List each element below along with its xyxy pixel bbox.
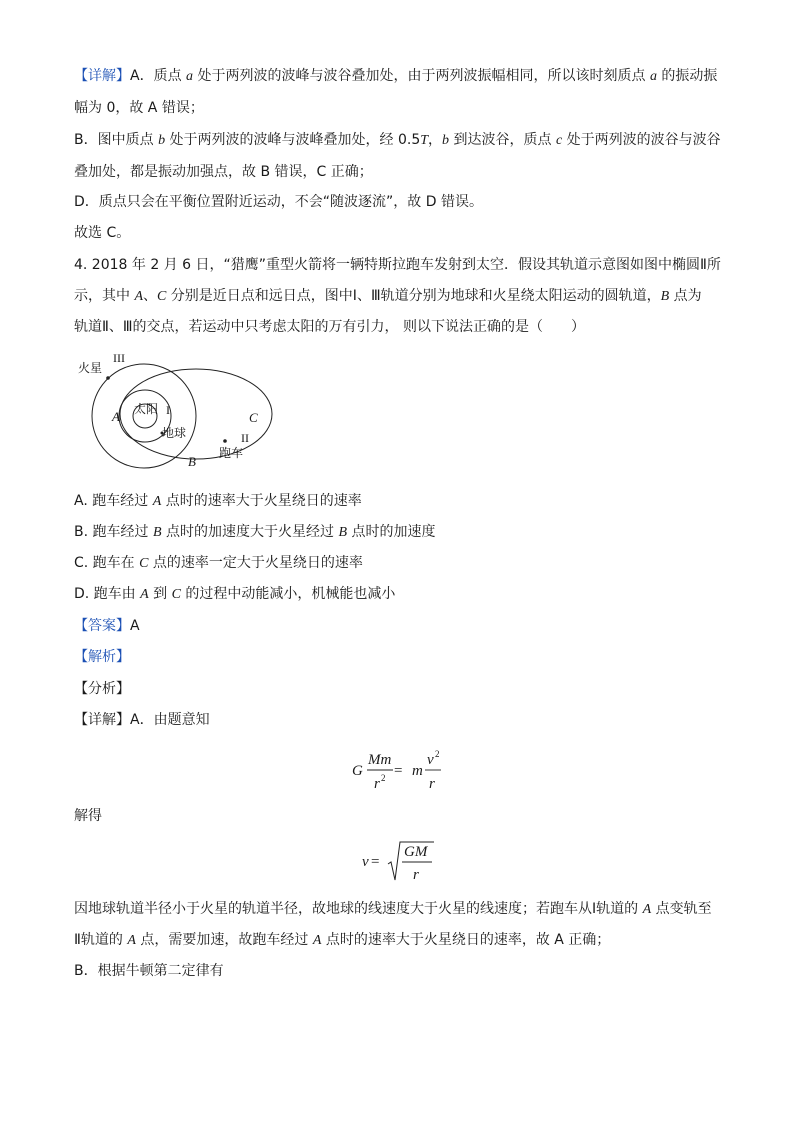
svg-text:m: m (412, 763, 423, 779)
jiede-label: 解得 (74, 808, 102, 824)
orbit-diagram (76, 350, 276, 470)
svg-text:=: = (394, 763, 403, 779)
detail-line-a: 【详解】A．由题意知 (74, 712, 210, 728)
detail-line-b: B．根据牛顿第二定律有 (74, 963, 224, 979)
svg-text:Mm: Mm (368, 752, 392, 768)
q3-detail-line-1: 【详解】A．质点 a 处于两列波的波峰与波谷叠加处，由于两列波振幅相同，所以该时刻质点 a 的振动振 (74, 68, 718, 84)
formula-gravitation-svg (352, 748, 452, 794)
label-i: I (166, 403, 170, 417)
label-c: C (249, 410, 258, 425)
q3-detail-line-3: B．图中质点 b 处于两列波的波峰与波峰叠加处，经 0.5T，b 到达波谷，质点 c 处于两列波的波谷与波谷 (74, 132, 721, 148)
label-sun: 太阳 (134, 402, 159, 416)
formula-velocity-svg (362, 838, 442, 886)
answer-tag: 【答案】 (74, 618, 130, 634)
svg-text:G: G (352, 763, 363, 779)
q3-detail-line-5: D．质点只会在平衡位置附近运动，不会“随波逐流”，故 D 错误。 (74, 194, 483, 210)
label-a: A (112, 409, 120, 424)
label-iii: III (113, 351, 125, 365)
explanation-line-1: 因地球轨道半径小于火星的轨道半径，故地球的线速度大于火星的线速度；若跑车从Ⅰ轨道的 A 点变轨至 (74, 901, 712, 917)
q3-detail-line-2: 幅为 0，故 A 错误； (74, 100, 204, 116)
answer-value: A (130, 618, 140, 634)
label-mars: 火星 (78, 361, 103, 375)
detail-tag: 【详解】 (74, 712, 130, 728)
svg-text:v: v (427, 752, 434, 768)
svg-text:r: r (429, 776, 435, 792)
answer-line (74, 616, 140, 636)
analysis-tag: 【解析】 (74, 649, 130, 665)
q3-detail-line-4: 叠加处，都是振动加强点，故 B 错误，C 正确； (74, 164, 373, 180)
label-ii: II (241, 431, 249, 445)
q4-stem-line-1: 4. 2018 年 2 月 6 日，“猎鹰”重型火箭将一辆特斯拉跑车发射到太空．假设其轨道示意图如图中椭圆Ⅱ所 (74, 257, 721, 273)
detail-tag: 【详解】 (74, 68, 130, 84)
formula-gravitation (352, 748, 452, 799)
svg-text:=: = (371, 854, 380, 870)
fenxi-tag: 【分析】 (74, 681, 130, 697)
q4-stem-line-2: 示，其中 A、C 分别是近日点和远日点，图中Ⅰ、Ⅲ轨道分别为地球和火星绕太阳运动的圆轨道，B 点为 (74, 288, 702, 304)
option-b: B. 跑车经过 B 点时的加速度大于火星经过 B 点时的加速度 (74, 524, 436, 540)
svg-text:2: 2 (435, 749, 440, 759)
q3-answer: 故选 C。 (74, 225, 131, 241)
explanation-line-2: Ⅱ轨道的 A 点，需要加速，故跑车经过 A 点时的速率大于火星绕日的速率，故 A 正确； (74, 932, 611, 948)
formula-velocity (362, 838, 442, 891)
option-d: D. 跑车由 A 到 C 的过程中动能减小，机械能也减小 (74, 586, 396, 602)
q4-stem-line-3: 轨道Ⅱ、Ⅲ的交点，若运动中只考虑太阳的万有引力， 则以下说法正确的是（ ） (74, 319, 585, 335)
label-b: B (188, 454, 196, 469)
mars-dot (106, 376, 110, 380)
option-c: C. 跑车在 C 点的速率一定大于火星绕日的速率 (74, 555, 363, 571)
svg-text:GM: GM (404, 844, 428, 860)
svg-text:2: 2 (381, 773, 386, 783)
svg-text:r: r (374, 776, 380, 792)
option-a: A. 跑车经过 A 点时的速率大于火星绕日的速率 (74, 493, 362, 509)
svg-text:r: r (413, 867, 419, 883)
label-car: 跑车 (219, 446, 244, 460)
svg-text:v: v (362, 854, 369, 870)
car-dot (223, 439, 227, 443)
label-earth: 地球 (162, 426, 187, 440)
